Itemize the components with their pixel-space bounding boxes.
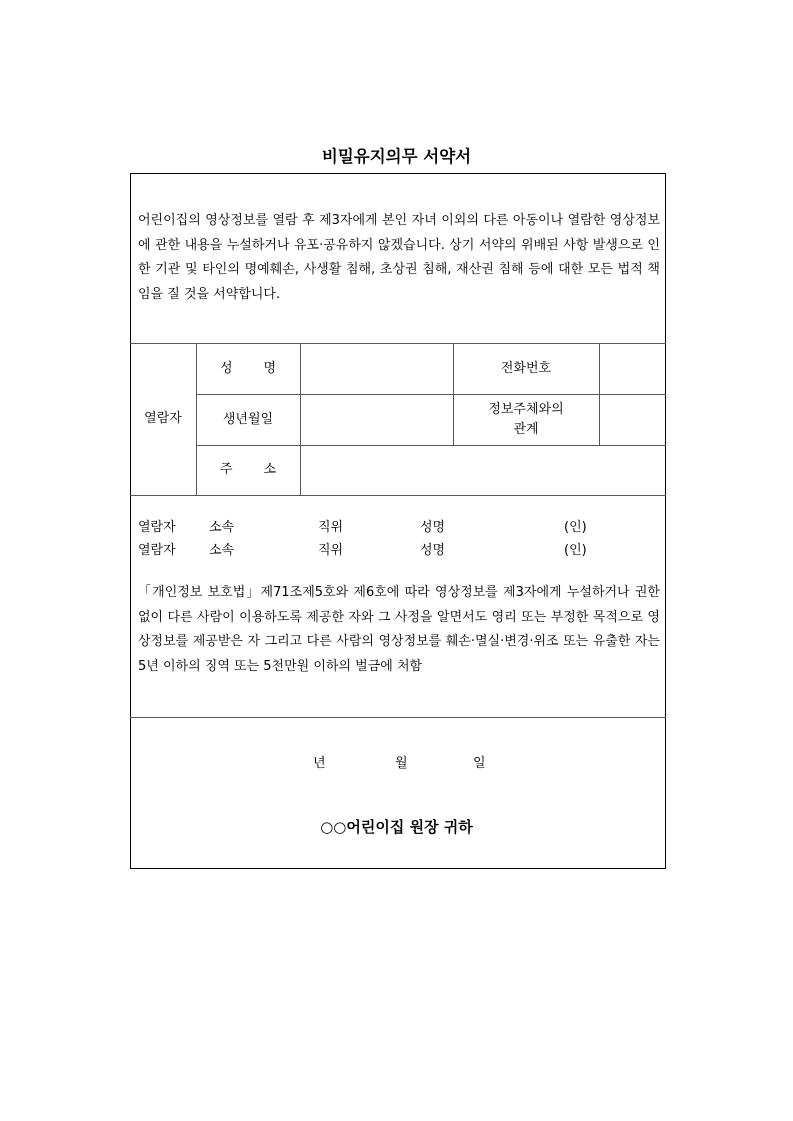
date-year[interactable]: 년 — [313, 756, 326, 771]
relation-label-line2: 관계 — [513, 421, 539, 437]
name-label-a: 성 — [220, 360, 233, 376]
viewer-group-label: 열람자 — [144, 411, 182, 426]
legal-notice: 「개인정보 보호법」제71조제5호와 제6호에 따라 영상정보를 제3자에게 누설하거나 권한 없이 다른 사람이 이용하도록 제공한 자와 그 사정을 알면서도 영리 또는 부정한 목적으로 영상정보를 제공받은 자 그리고 다른 사람의 영상정보를 훼손·멸실·변경·위조 또는 유출한 자는 5년 이하의 징역 또는 5천만원 이하의 벌금에 처함 — [138, 585, 660, 674]
signer-seal[interactable]: (인) — [564, 543, 587, 558]
signer-role: 열람자 — [138, 520, 176, 535]
pledge-text: 어린이집의 영상정보를 열람 후 제3자에게 본인 자녀 이외의 다른 아동이나 열람한 영상정보에 관한 내용을 누설하거나 유포·공유하지 않겠습니다. 상기 서약의 위배된 사항 발생으로 인한 기관 및 타인의 명예훼손, 사생활 침해, 초상권 침해, 재산권 침해 등에 대한 모든 법적 책임을 질 것을 서약합니다. — [138, 213, 660, 302]
signer-name[interactable]: 성명 — [420, 520, 446, 535]
phone-field[interactable] — [599, 343, 666, 394]
divider-notice-bottom — [130, 717, 666, 718]
signer-seal[interactable]: (인) — [564, 520, 587, 535]
signer-row-1 — [138, 516, 660, 538]
recipient-line: ○○어린이집 원장 귀하 — [320, 818, 473, 836]
address-field[interactable] — [300, 445, 666, 495]
birth-label: 생년월일 — [222, 411, 274, 427]
signer-position[interactable]: 직위 — [318, 520, 344, 535]
relation-label-line1: 정보주체와의 — [488, 401, 564, 417]
name-label-b: 명 — [263, 360, 276, 376]
signer-affiliation[interactable]: 소속 — [209, 520, 235, 535]
address-label-a: 주 — [220, 462, 233, 477]
signer-role: 열람자 — [138, 543, 176, 558]
relation-label — [453, 394, 599, 445]
signer-affiliation[interactable]: 소속 — [209, 543, 235, 558]
name-field[interactable] — [300, 343, 453, 394]
phone-label: 전화번호 — [500, 360, 552, 376]
divider-table-bottom — [130, 495, 666, 496]
date-day[interactable]: 일 — [473, 756, 486, 771]
signer-position[interactable]: 직위 — [318, 543, 344, 558]
signer-row-2 — [138, 539, 660, 561]
address-label-b: 소 — [263, 462, 276, 477]
address-label — [196, 445, 300, 495]
date-month[interactable]: 월 — [395, 756, 408, 771]
signer-name[interactable]: 성명 — [420, 543, 446, 558]
relation-field[interactable] — [599, 394, 666, 445]
document-title: 비밀유지의무 서약서 — [321, 147, 472, 166]
name-label — [196, 343, 300, 394]
birth-field[interactable] — [300, 394, 453, 445]
